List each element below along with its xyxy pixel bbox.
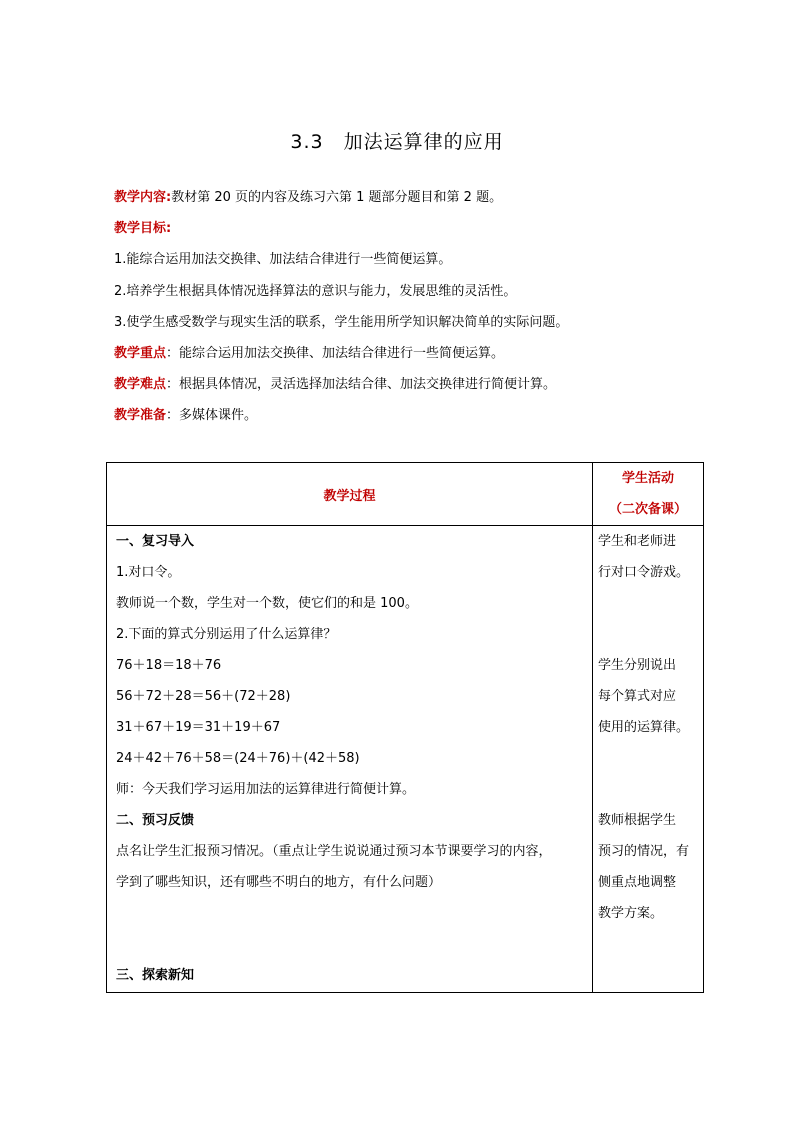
activity-line: [598, 774, 703, 805]
activity-line: 教师根据学生: [598, 813, 677, 828]
teaching-goals-label: 教学目标:: [114, 221, 172, 236]
process-line: 点名让学生汇报预习情况。（重点让学生说说通过预习本节课要学习的内容，: [116, 844, 552, 859]
activity-line: 侧重点地调整: [598, 875, 677, 890]
teaching-process-cell: [107, 526, 593, 993]
blank-line: [116, 929, 592, 960]
header-second-prep-label: （二次备课）: [608, 502, 687, 517]
teaching-goals-heading: [114, 220, 171, 238]
teaching-difficulty-text: ：根据具体情况，灵活选择加法结合律、加法交换律进行简便计算。: [166, 377, 557, 392]
section-review-intro: 一、复习导入: [116, 534, 195, 549]
teaching-key-point: [114, 345, 504, 363]
table-header-row: [107, 463, 704, 526]
equation-line: 31＋67＋19＝31＋19＋67: [116, 720, 281, 735]
table-body-row: [107, 526, 704, 993]
activity-line: [598, 588, 703, 619]
process-line: 教师说一个数，学生对一个数，使它们的和是 100。: [116, 596, 418, 611]
process-line: 学到了哪些知识，还有哪些不明白的地方，有什么问题）: [116, 875, 442, 890]
process-line: 师：今天我们学习运用加法的运算律进行简便计算。: [116, 782, 416, 797]
teaching-key-point-text: ：能综合运用加法交换律、加法结合律进行一些简便运算。: [166, 346, 505, 361]
teaching-goal-1: 1.能综合运用加法交换律、加法结合律进行一些简便运算。: [114, 252, 452, 267]
section-explore-new: 三、探索新知: [116, 968, 195, 983]
section-preview-feedback: 二、预习反馈: [116, 813, 195, 828]
header-student-activity: [593, 463, 704, 526]
teaching-content-label: 教学内容:: [114, 190, 172, 205]
blank-line: [116, 898, 592, 929]
equation-line: 56＋72＋28＝56＋(72＋28): [116, 689, 291, 704]
teaching-goal-2: 2.培养学生根据具体情况选择算法的意识与能力，发展思维的灵活性。: [114, 284, 517, 299]
teaching-content-text: 教材第 20 页的内容及练习六第 1 题部分题目和第 2 题。: [171, 190, 503, 205]
activity-line: 学生分别说出: [598, 658, 677, 673]
activity-line: [598, 619, 703, 650]
header-student-activity-label: 学生活动: [621, 471, 674, 486]
lesson-plan-table: [106, 462, 704, 993]
activity-line: 每个算式对应: [598, 689, 677, 704]
student-activity-cell: [593, 526, 704, 993]
process-line: 1.对口令。: [116, 565, 181, 580]
activity-line: 教学方案。: [598, 906, 664, 921]
activity-line: 预习的情况，有: [598, 844, 690, 859]
process-line: 2.下面的算式分别运用了什么运算律？: [116, 627, 337, 642]
activity-line: 行对口令游戏。: [598, 565, 690, 580]
activity-line: [598, 743, 703, 774]
teaching-preparation: [114, 407, 257, 425]
teaching-key-point-label: 教学重点: [114, 346, 167, 361]
header-teaching-process: [107, 463, 593, 526]
teaching-goal-3: 3.使学生感受数学与现实生活的联系，学生能用所学知识解决简单的实际问题。: [114, 315, 569, 330]
teaching-preparation-text: ：多媒体课件。: [166, 408, 258, 423]
activity-line: 使用的运算律。: [598, 720, 690, 735]
teaching-content: [114, 189, 502, 207]
activity-line: 学生和老师进: [598, 534, 677, 549]
document-title: 3.3 加法运算律的应用: [290, 131, 504, 153]
teaching-preparation-label: 教学准备: [114, 408, 167, 423]
teaching-difficulty: [114, 376, 556, 394]
equation-line: 24＋42＋76＋58＝(24＋76)＋(42＋58): [116, 751, 360, 766]
header-teaching-process-label: 教学过程: [323, 488, 376, 504]
equation-line: 76＋18＝18＋76: [116, 658, 222, 673]
teaching-difficulty-label: 教学难点: [114, 377, 167, 392]
